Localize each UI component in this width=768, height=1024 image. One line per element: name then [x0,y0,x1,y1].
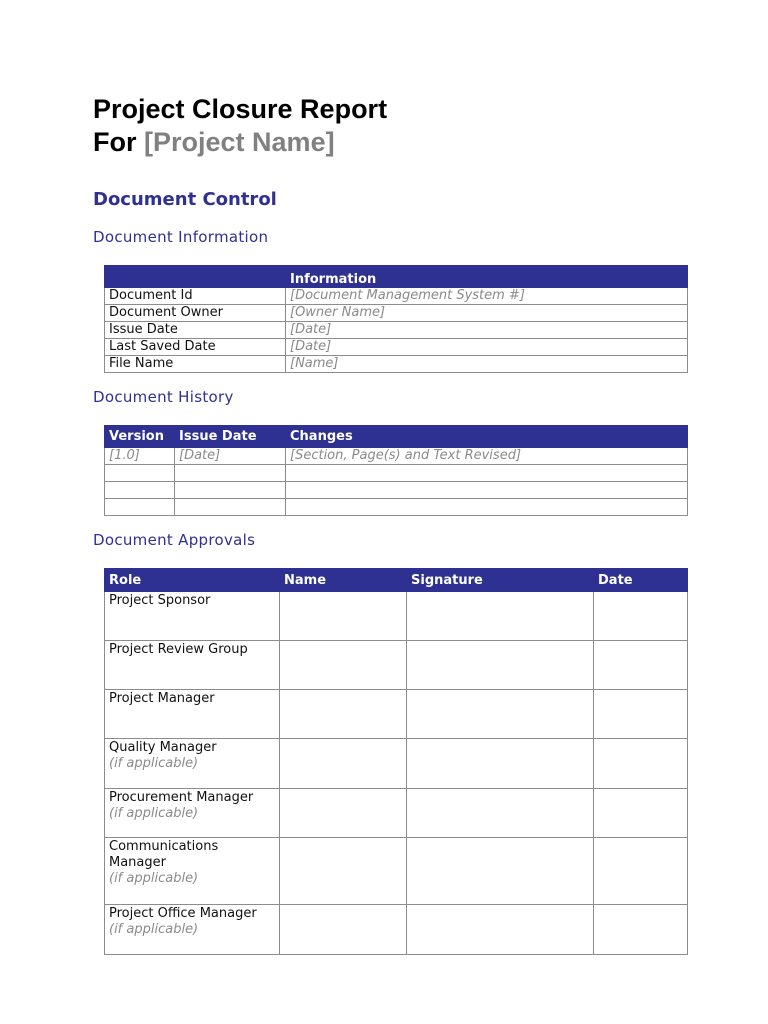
table-row [105,465,688,482]
row-label: Last Saved Date [105,339,286,356]
row-value[interactable]: [Owner Name] [286,305,688,322]
project-name-placeholder: [Project Name] [144,127,335,157]
date-cell[interactable] [594,592,688,641]
table-row [105,288,688,305]
table-row [105,448,688,465]
table-row [105,739,688,789]
role-label: Project Review Group [109,642,248,657]
version-cell[interactable] [105,465,175,482]
name-cell[interactable] [280,641,407,690]
date-cell[interactable] [594,905,688,955]
table-row [105,339,688,356]
role-cell [105,739,280,789]
signature-cell[interactable] [407,739,594,789]
header-cell-name: Name [280,569,407,592]
changes-cell[interactable] [286,465,688,482]
table-row [105,356,688,373]
header-cell-information: Information [286,266,688,288]
row-value[interactable]: [Date] [286,339,688,356]
signature-cell[interactable] [407,592,594,641]
table-header-row [105,266,688,288]
header-cell-version: Version [105,426,175,448]
row-value[interactable]: [Name] [286,356,688,373]
signature-cell[interactable] [407,690,594,739]
version-cell[interactable] [105,499,175,516]
table-row [105,482,688,499]
role-label: Project Sponsor [109,593,211,608]
document-control-heading: Document Control [93,189,277,210]
name-cell[interactable] [280,905,407,955]
role-cell [105,789,280,838]
role-label: Project Manager [109,691,215,706]
changes-cell[interactable]: [Section, Page(s) and Text Revised] [286,448,688,465]
header-cell-empty [105,266,286,288]
signature-cell[interactable] [407,905,594,955]
role-cell [105,690,280,739]
header-cell-issue-date: Issue Date [175,426,286,448]
table-row [105,305,688,322]
signature-cell[interactable] [407,789,594,838]
role-cell [105,838,280,905]
issue-date-cell[interactable] [175,465,286,482]
issue-date-cell[interactable] [175,499,286,516]
row-label: Issue Date [105,322,286,339]
date-cell[interactable] [594,739,688,789]
header-cell-role: Role [105,569,280,592]
issue-date-cell[interactable]: [Date] [175,448,286,465]
role-cell [105,905,280,955]
table-row [105,322,688,339]
for-label: For [93,127,137,157]
name-cell[interactable] [280,838,407,905]
report-title: Project Closure Report [93,94,388,124]
header-cell-changes: Changes [286,426,688,448]
signature-cell[interactable] [407,838,594,905]
table-row [105,838,688,905]
name-cell[interactable] [280,690,407,739]
role-note: (if applicable) [109,806,199,821]
name-cell[interactable] [280,789,407,838]
table-row [105,690,688,739]
role-label: Project Office Manager [109,906,257,921]
changes-cell[interactable] [286,499,688,516]
role-label: Procurement Manager [109,790,254,805]
date-cell[interactable] [594,838,688,905]
document-approvals-heading: Document Approvals [93,531,256,549]
row-label: Document Owner [105,305,286,322]
date-cell[interactable] [594,789,688,838]
document-history-table [104,425,688,516]
table-row [105,499,688,516]
version-cell[interactable]: [1.0] [105,448,175,465]
header-cell-date: Date [594,569,688,592]
role-cell [105,592,280,641]
signature-cell[interactable] [407,641,594,690]
document-information-table [104,265,688,373]
table-row [105,641,688,690]
name-cell[interactable] [280,592,407,641]
report-subtitle [93,126,335,158]
row-value[interactable]: [Date] [286,322,688,339]
document-history-heading: Document History [93,388,234,406]
role-note: (if applicable) [109,756,199,771]
name-cell[interactable] [280,739,407,789]
row-label: Document Id [105,288,286,305]
issue-date-cell[interactable] [175,482,286,499]
version-cell[interactable] [105,482,175,499]
document-information-heading: Document Information [93,228,269,246]
document-approvals-table [104,568,688,955]
table-header-row [105,569,688,592]
changes-cell[interactable] [286,482,688,499]
table-row [105,905,688,955]
row-label: File Name [105,356,286,373]
row-value[interactable]: [Document Management System #] [286,288,688,305]
table-header-row [105,426,688,448]
table-row [105,592,688,641]
role-label: Quality Manager [109,740,217,755]
header-cell-signature: Signature [407,569,594,592]
date-cell[interactable] [594,690,688,739]
role-note: (if applicable) [109,871,199,886]
role-cell [105,641,280,690]
date-cell[interactable] [594,641,688,690]
role-note: (if applicable) [109,922,199,937]
role-label: Communications Manager [109,839,219,870]
table-row [105,789,688,838]
